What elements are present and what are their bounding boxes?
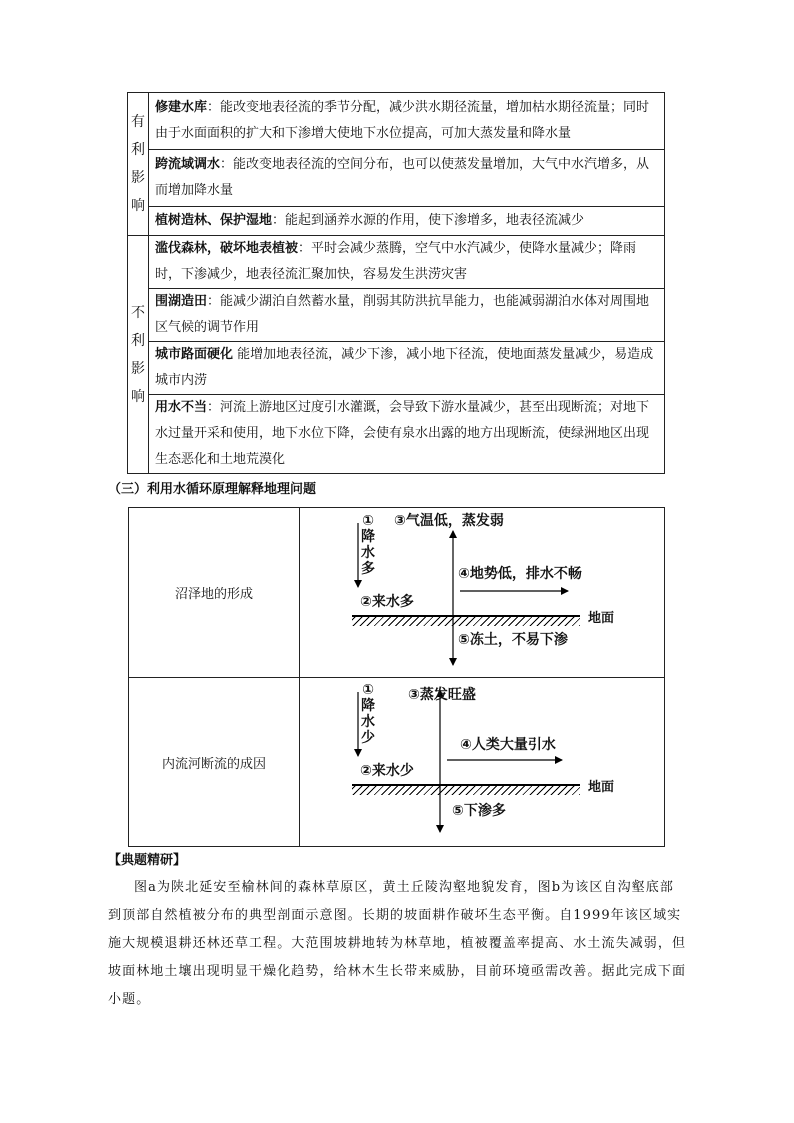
section-heading: （三）利用水循环原理解释地理问题: [108, 482, 317, 497]
impact-cell: [149, 93, 665, 150]
ground-hatch: [352, 617, 580, 626]
arrow-layer: [300, 509, 666, 677]
impact-text: ：能改变地表径流的季节分配，减少洪水期径流量，增加枯水期径流量；同时由于水面面积的扩大和下渗增大使地下水位提高，可加大蒸发量和降水量: [155, 99, 650, 141]
infiltration-label: ⑤冻土，不易下渗: [458, 631, 568, 648]
table-row: [128, 342, 665, 395]
table-row: [129, 508, 665, 678]
precip-char: 水: [361, 714, 375, 730]
impact-term: 植树造林、保护湿地: [155, 212, 273, 228]
category-char: 影: [131, 360, 145, 377]
diagram-cell: [300, 678, 665, 847]
impact-term: 围湖造田: [155, 294, 208, 309]
infiltration-label: ⑤下渗多: [452, 803, 506, 819]
precip-num: ①: [362, 512, 374, 529]
precip-char: 多: [361, 560, 375, 577]
impact-text: ：能起到涵养水源的作用，使下渗增多，地表径流减少: [272, 212, 585, 228]
impact-term: 滥伐森林，破坏地表植被: [155, 241, 299, 256]
table-row: [128, 289, 665, 342]
precip-char: 降: [361, 528, 375, 545]
table-row: [128, 236, 665, 289]
precip-label: [360, 682, 376, 746]
category-char: 影: [131, 170, 145, 186]
category-favorable: [128, 93, 149, 236]
table-row: [128, 149, 665, 206]
category-char: 响: [131, 388, 145, 405]
row-label: 内流河断流的成因: [129, 678, 300, 847]
cycle-diagram-swamp: [300, 509, 666, 677]
precip-char: 水: [361, 544, 375, 561]
category-char: 有: [131, 114, 145, 130]
evap-label: ③气温低，蒸发弱: [394, 512, 504, 529]
precip-char: 少: [361, 730, 375, 746]
category-unfavorable: [128, 236, 149, 474]
horizontal-label: ④地势低，排水不畅: [458, 565, 582, 582]
ground-label: 地面: [588, 610, 615, 626]
table-row: [128, 206, 665, 235]
table-row: [128, 93, 665, 150]
table-row: [129, 678, 665, 847]
impact-cell: [149, 289, 665, 342]
impact-cell: [149, 149, 665, 206]
impact-text: ：能改变地表径流的空间分布，也可以使蒸发量增加，大气中水汽增多，从而增加降水量: [155, 156, 650, 198]
research-text: 图a为陕北延安至榆林间的森林草原区，黄土丘陵沟壑地貌发育，图b为该区自沟壑底部到顶部自然植被分布的典型剖面示意图。长期的坡面耕作破坏生态平衡。自1999年该区域实施大规模退耕还林还草工程。大范围坡耕地转为林草地，植被覆盖率提高、水土流失减弱，但坡面林地土壤出现明显干燥化趋势，给林木生长带来威胁，目前环境亟需改善。据此完成下面小题。: [108, 880, 687, 1007]
impact-text: ：河流上游地区过度引水灌溉，会导致下游水量减少，甚至出现断流；对地下水过量开采和使用，地下水位下降，会使有泉水出露的地方出现断流，使绿洲地区出现生态恶化和土地荒漠化: [155, 400, 650, 467]
impact-cell: [149, 236, 665, 289]
precip-char: 降: [361, 698, 375, 714]
impact-cell: [149, 342, 665, 395]
category-char: 不: [131, 304, 145, 321]
evap-label: ③蒸发旺盛: [408, 687, 476, 703]
precip-num: ①: [362, 682, 374, 698]
precip-label: [360, 513, 376, 577]
arrow-layer: [300, 678, 666, 846]
impact-term: 修建水库: [155, 99, 208, 115]
cycle-diagram-river: [300, 678, 666, 846]
impact-text: 能增加地表径流，减少下渗，减小地下径流，使地面蒸发量减少，易造成城市内涝: [155, 347, 654, 388]
water-impact-table: [127, 92, 665, 474]
diagram-cell: [300, 508, 665, 678]
horizontal-label: ④人类大量引水: [460, 737, 556, 753]
table-row: [128, 395, 665, 474]
impact-term: 用水不当: [155, 400, 208, 415]
category-char: 利: [131, 332, 145, 349]
ground-label: 地面: [588, 780, 615, 795]
category-char: 利: [131, 142, 145, 158]
impact-cell: [149, 395, 665, 474]
impact-text: ：平时会减少蒸腾，空气中水汽减少，使降水量减少；降雨时，下渗减少，地表径流汇聚加快，容易发生洪涝灾害: [155, 241, 637, 282]
inflow-label: ②来水多: [360, 593, 414, 610]
impact-text: ：能减少湖泊自然蓄水量，削弱其防洪抗旱能力，也能减弱湖泊水体对周围地区气候的调节作用: [155, 294, 650, 335]
ground-hatch: [352, 786, 580, 795]
row-label: 沼泽地的形成: [129, 508, 300, 678]
research-title: 【典题精研】: [108, 853, 187, 868]
water-cycle-table: [128, 507, 665, 847]
impact-cell: [149, 206, 665, 235]
inflow-label: ②来水少: [360, 763, 414, 779]
category-char: 响: [131, 198, 145, 214]
impact-term: 城市路面硬化: [155, 347, 234, 362]
impact-term: 跨流域调水: [155, 156, 221, 172]
